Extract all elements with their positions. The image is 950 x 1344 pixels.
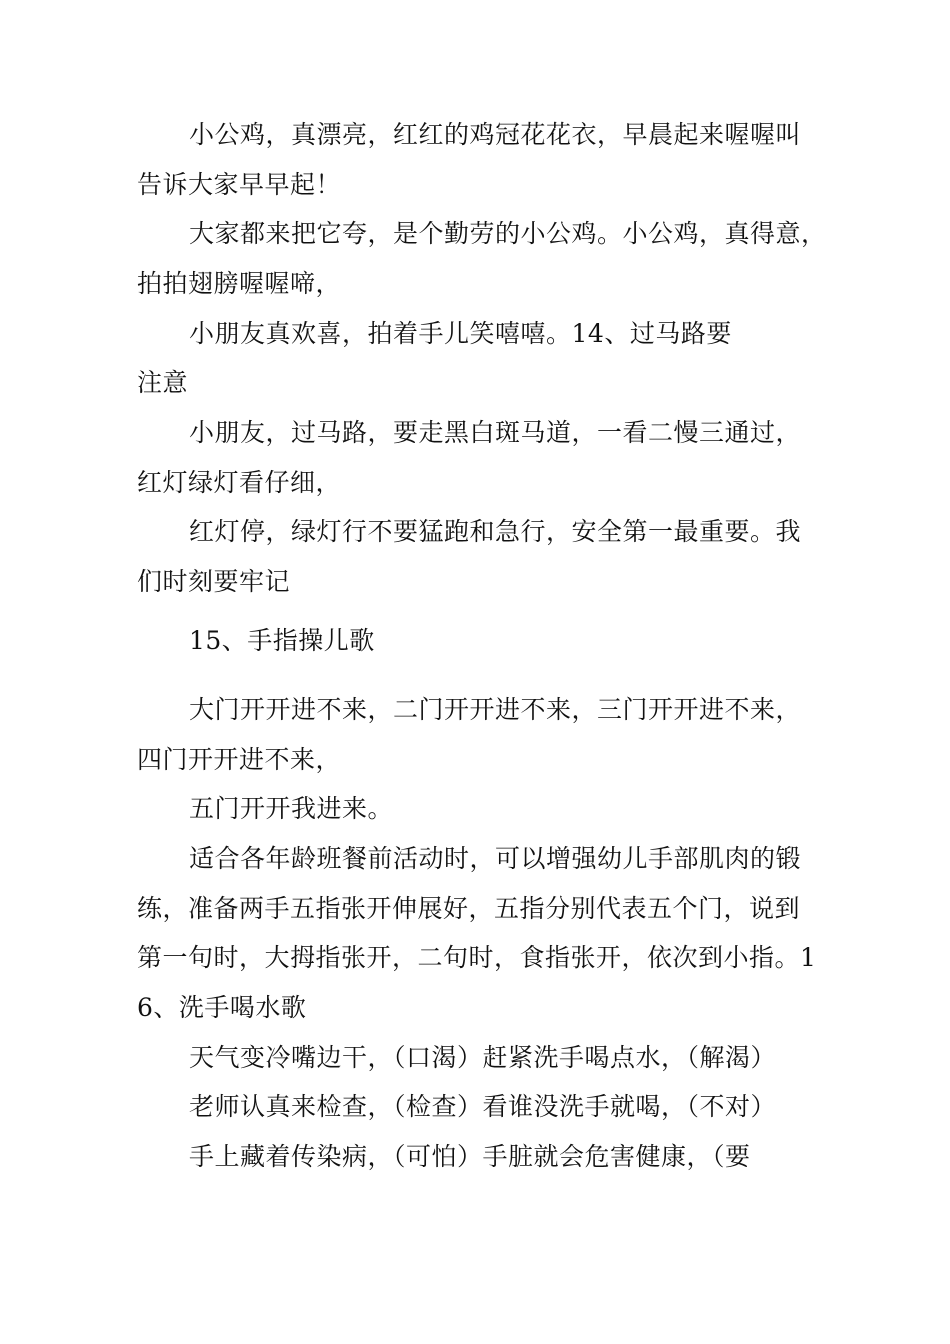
text-line: 告诉大家早早起！ [137, 170, 342, 199]
text-line: 们时刻要牢记 [137, 567, 291, 596]
text-line: 练，准备两手五指张开伸展好，五指分别代表五个门，说到 [137, 894, 801, 923]
text-line: 注意 [137, 368, 189, 397]
text-line: 小朋友，过马路，要走黑白斑马道，一看二慢三通过， [189, 418, 802, 447]
section-heading: 15、手指操儿歌 [189, 626, 375, 655]
text-line: 拍拍翅膀喔喔啼， [137, 269, 342, 298]
text-line: 天气变冷嘴边干，（口渴）赶紧洗手喝点水，（解渴） [189, 1043, 777, 1072]
text-line: 四门开开进不来， [137, 745, 342, 774]
text-line: 小朋友真欢喜，拍着手儿笑嘻嘻。14、过马路要 [189, 319, 732, 348]
text-line: 6、洗手喝水歌 [137, 993, 307, 1022]
text-line: 红灯绿灯看仔细， [137, 468, 342, 497]
text-line: 红灯停，绿灯行不要猛跑和急行，安全第一最重要。我 [189, 517, 802, 546]
text-line: 适合各年龄班餐前活动时，可以增强幼儿手部肌肉的锻 [189, 844, 802, 873]
text-line: 大门开开进不来，二门开开进不来，三门开开进不来， [189, 695, 802, 724]
text-line: 五门开开我进来。 [189, 794, 394, 823]
text-line: 手上藏着传染病，（可怕）手脏就会危害健康，（要 [189, 1142, 751, 1171]
text-line: 第一句时，大拇指张开，二句时，食指张开，依次到小指。1 [137, 943, 817, 972]
text-line: 大家都来把它夸，是个勤劳的小公鸡。小公鸡，真得意， [189, 219, 827, 248]
text-line: 小公鸡，真漂亮，红红的鸡冠花花衣，早晨起来喔喔叫 [189, 120, 802, 149]
text-line: 老师认真来检查，（检查）看谁没洗手就喝，（不对） [189, 1092, 777, 1121]
